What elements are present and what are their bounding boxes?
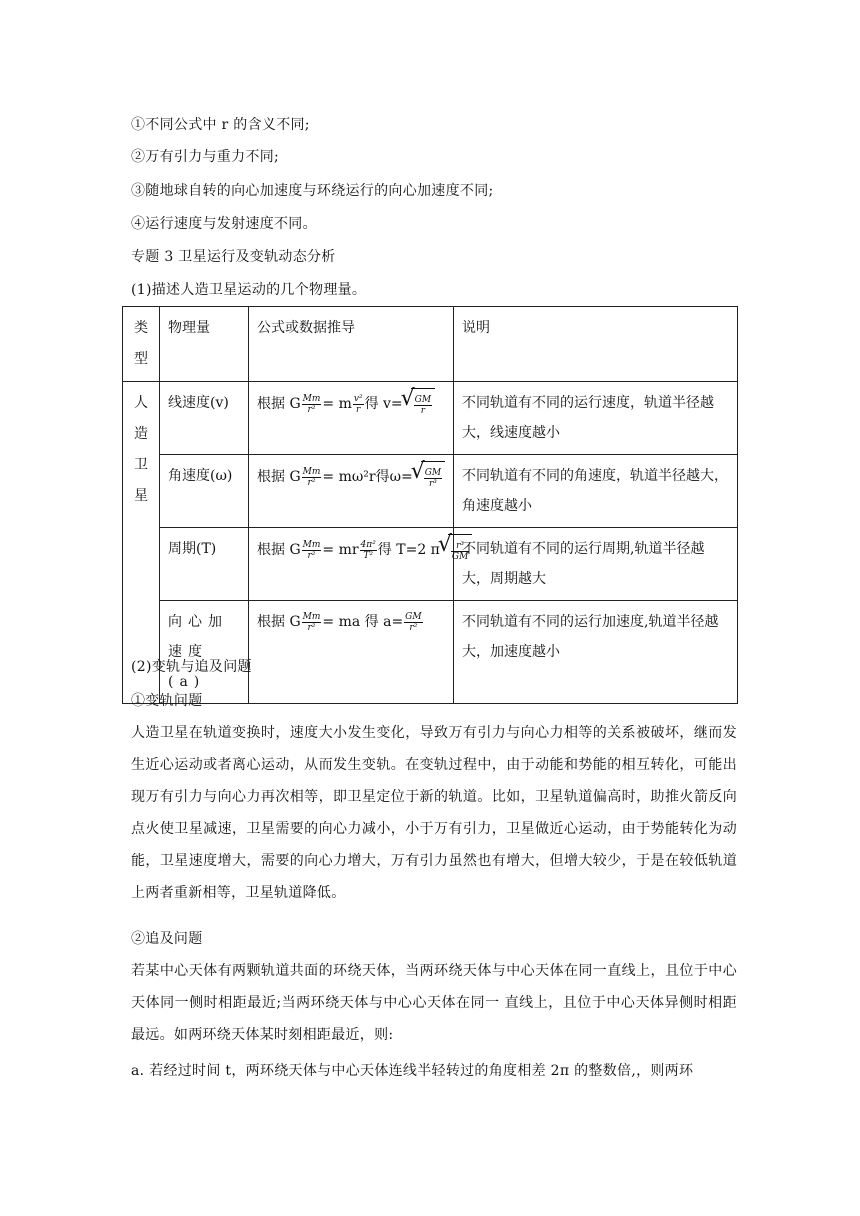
paragraph-orbit-change: 人造卫星在轨道变换时，速度大小发生变化，导致万有引力与向心力相等的关系被破坏，继而发生近心运动或者离心运动，从而发生变轨。在变轨过程中，由于动能和势能的相互转化，可能出现万有引力与向心力再次相等，即卫星定位于新的轨道。比如，卫星轨道偏高时，助推火箭反向点火使卫星减速，卫星需要的向心力减小，小于万有引力，卫星做近心运动，由于势能转化为动能，卫星速度增大，需要的向心力增大，万有引力虽然也有增大，但增大较少，于是在较低轨道上两者重新相等，卫星轨道降低。	[131, 725, 737, 901]
quantity-cell: 线速度(v)	[160, 382, 249, 455]
quantity-cell: 周期(T)	[160, 528, 249, 601]
header-quantity: 物理量	[160, 307, 249, 382]
table-row	[123, 382, 738, 455]
intro-item-3: ③随地球自转的向心加速度与环绕运行的向心加速度不同;	[131, 183, 494, 199]
note-cell: 不同轨道有不同的运行加速度,轨道半径越大，加速度越小	[454, 601, 738, 704]
table-header-row	[123, 307, 738, 382]
table-row	[123, 455, 738, 528]
intro-item-1: ①不同公式中 r 的含义不同;	[131, 117, 310, 133]
intro-item-4: ④运行速度与发射速度不同。	[131, 216, 317, 232]
table-row	[123, 601, 738, 704]
header-formula: 公式或数据推导	[249, 307, 454, 382]
formula-cell: 根据 G $\frac{Mm}{\text{r²}}$ = mr $\frac{\text{4π²}}{\text{T²}}$ 得 T=2 π √ $\frac{\text{r³}}{GM}$	[249, 528, 454, 601]
subheading-orbit-chase: (2)变轨与追及问题	[131, 659, 252, 675]
intro-item-2: ②万有引力与重力不同;	[131, 149, 280, 165]
header-type: 类型	[123, 307, 160, 382]
type-cell: 人造卫星	[123, 382, 160, 704]
quantity-cell: 角速度(ω)	[160, 455, 249, 528]
formula-cell: 根据 G $\frac{Mm}{\text{r²}}$ = mω²r得ω= √ $\frac{GM}{\text{r³}}$	[249, 455, 454, 528]
table-row	[123, 528, 738, 601]
note-cell: 不同轨道有不同的运行周期,轨道半径越大，周期越大	[454, 528, 738, 601]
formula-cell: 根据 G $\frac{Mm}{\text{r²}}$ = m $\frac{\text{v²}}{r}$ 得 v= √ $\frac{GM}{r}$	[249, 382, 454, 455]
item-orbit-change: ①变轨问题	[131, 693, 203, 709]
formula-cell: 根据 G $\frac{Mm}{\text{r²}}$ = ma 得 a= $\frac{GM}{\text{r²}}$	[249, 601, 454, 704]
paragraph-chase: 若某中心天体有两颗轨道共面的环绕天体，当两环绕天体与中心天体在同一直线上，且位于中心天体同一侧时相距最近;当两环绕天体与中心心天体在同一 直线上，且位于中心天体异侧时相距最远。如两环绕天体某时刻相距最近，则:	[131, 963, 737, 1043]
physics-quantities-table	[122, 306, 738, 704]
paragraph-a: a. 若经过时间 t，两环绕天体与中心天体连线半轻转过的角度相差 2π 的整数倍,，则两环	[131, 1063, 694, 1079]
subheading-quantities: (1)描述人造卫星运动的几个物理量。	[131, 282, 367, 298]
item-chase: ②追及问题	[131, 931, 203, 947]
header-note: 说明	[454, 307, 738, 382]
section-title: 专题 3 卫星运行及变轨动态分析	[131, 249, 336, 265]
note-cell: 不同轨道有不同的角速度，轨道半径越大，角速度越小	[454, 455, 738, 528]
quantity-cell: 向心加速度(a)	[160, 601, 249, 704]
note-cell: 不同轨道有不同的运行速度，轨道半径越大，线速度越小	[454, 382, 738, 455]
